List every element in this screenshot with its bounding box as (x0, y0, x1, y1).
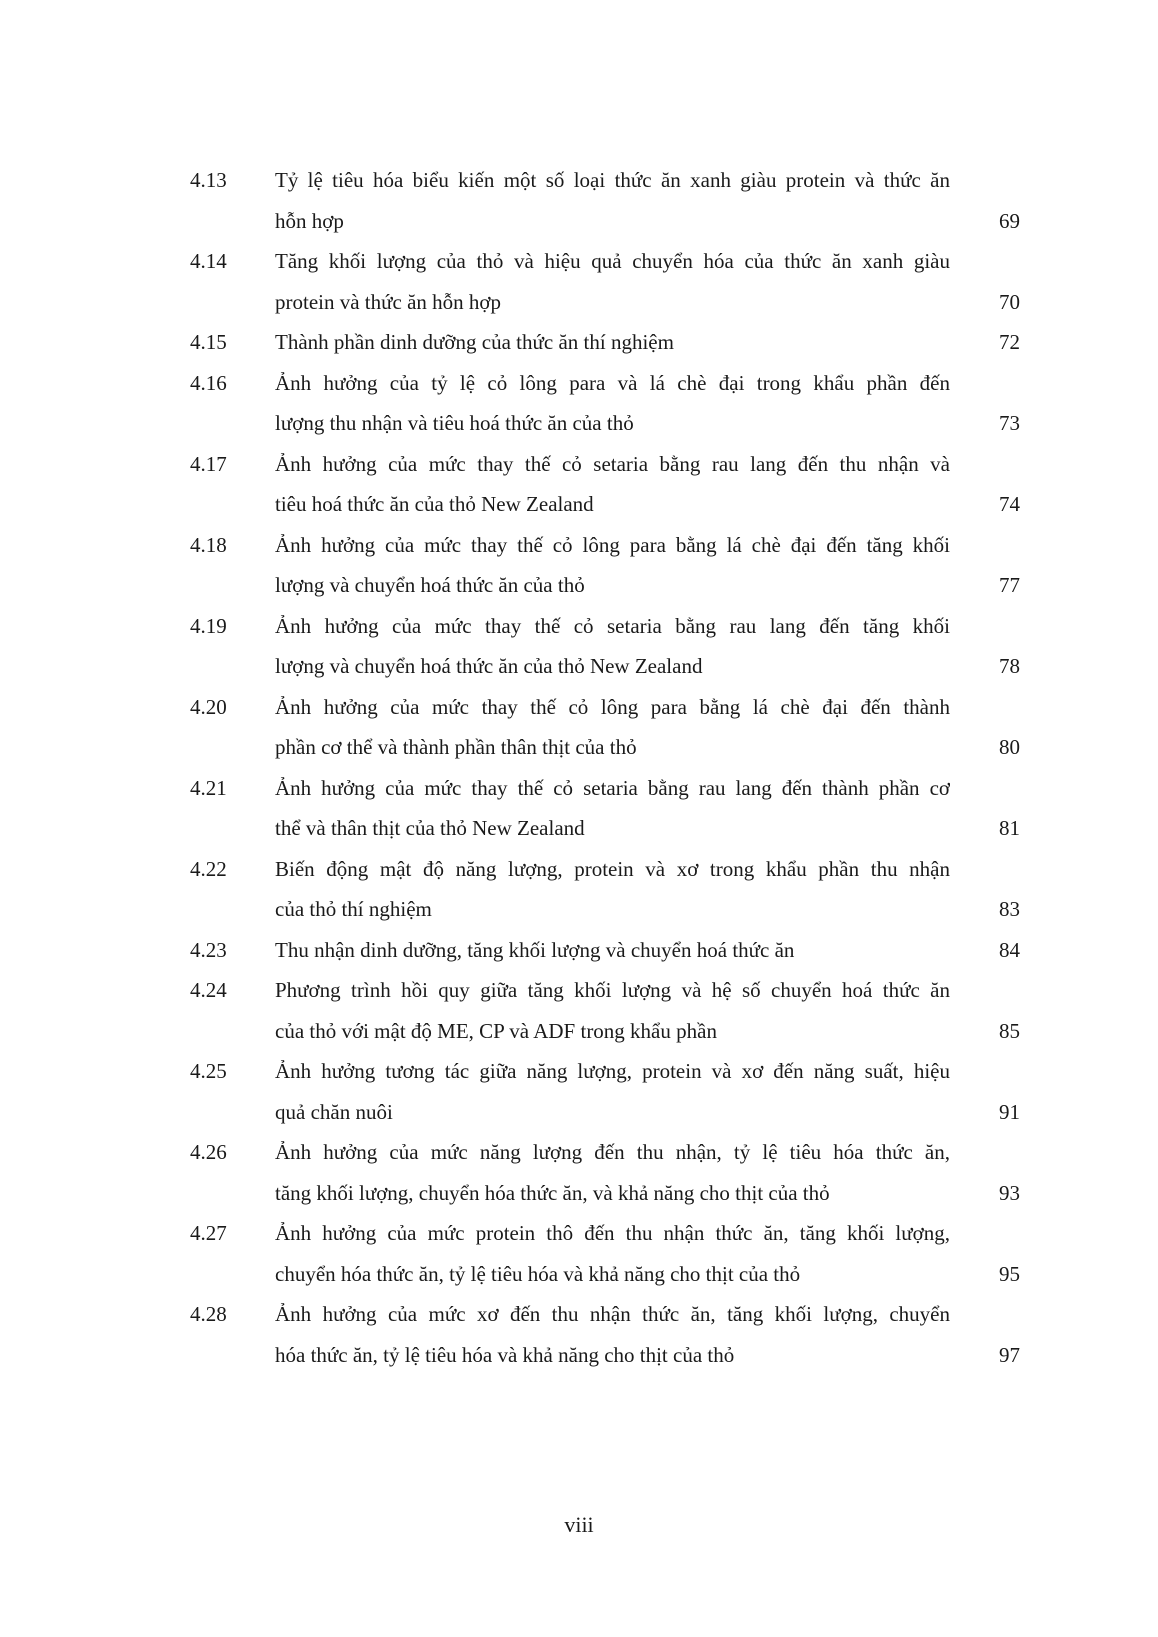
table-number: 4.24 (190, 978, 227, 1002)
page-ref: 83 (999, 897, 1020, 921)
caption-text: Thành phần dinh dưỡng của thức ăn thí nghiệm (275, 330, 674, 354)
caption-line (275, 727, 1020, 768)
caption-text: phần cơ thể và thành phần thân thịt của thỏ (275, 735, 637, 759)
caption-line (275, 930, 1020, 971)
table-number: 4.13 (190, 168, 227, 192)
table-caption (275, 849, 1020, 930)
table-caption (275, 1213, 1020, 1294)
caption-text: Ảnh hưởng của mức thay thế cỏ setaria bằng rau lang đến thành phần cơ (275, 775, 950, 800)
toc-entry (190, 930, 1020, 971)
caption-line (275, 403, 1020, 444)
page-ref: 81 (999, 816, 1020, 840)
caption-text: Biến động mật độ năng lượng, protein và xơ trong khẩu phần thu nhận (275, 856, 950, 881)
toc-entry (190, 970, 1020, 1051)
caption-text: Ảnh hưởng của mức xơ đến thu nhận thức ăn, tăng khối lượng, chuyển (275, 1302, 950, 1326)
caption-text: Tăng khối lượng của thỏ và hiệu quả chuyển hóa của thức ăn xanh giàu (275, 249, 950, 273)
table-caption (275, 1132, 1020, 1213)
page-ref: 84 (999, 937, 1020, 962)
caption-line (275, 889, 1020, 930)
caption-text: hỗn hợp (275, 208, 344, 233)
caption-text: Ảnh hưởng của mức protein thô đến thu nhận thức ăn, tăng khối lượng, (275, 1221, 950, 1245)
table-number: 4.15 (190, 330, 227, 354)
toc-entry (190, 525, 1020, 606)
caption-line (275, 282, 1020, 323)
caption-text: Ảnh hưởng của mức thay thế cỏ setaria bằng rau lang đến tăng khối (275, 613, 950, 638)
table-caption (275, 687, 1020, 768)
caption-text: Ảnh hưởng của mức thay thế cỏ lông para bằng lá chè đại đến thành (275, 694, 950, 719)
caption-text: thể và thân thịt của thỏ New Zealand (275, 816, 585, 840)
caption-line (275, 1132, 1020, 1173)
table-caption (275, 525, 1020, 606)
table-caption (275, 768, 1020, 849)
caption-line (275, 1335, 1020, 1376)
caption-text: quả chăn nuôi (275, 1099, 393, 1124)
caption-line (275, 363, 1020, 404)
table-number: 4.23 (190, 937, 227, 962)
caption-line (275, 160, 1020, 201)
table-caption (275, 241, 1020, 322)
table-caption (275, 930, 1020, 971)
caption-text: của thỏ thí nghiệm (275, 897, 432, 921)
page-ref: 72 (999, 330, 1020, 354)
page-number: viii (564, 1512, 594, 1537)
caption-text: protein và thức ăn hỗn hợp (275, 289, 502, 314)
toc-entry (190, 1213, 1020, 1294)
caption-text: Ảnh hưởng của mức thay thế cỏ setaria bằng rau lang đến thu nhận và (275, 451, 950, 476)
caption-text: Ảnh hưởng tương tác giữa năng lượng, protein và xơ đến năng suất, hiệu (275, 1059, 950, 1083)
table-caption (275, 1294, 1020, 1375)
caption-line (275, 1213, 1020, 1254)
caption-line (275, 687, 1020, 728)
table-number: 4.17 (190, 451, 227, 476)
page-ref: 97 (999, 1342, 1020, 1367)
table-number: 4.18 (190, 532, 227, 557)
caption-line (275, 484, 1020, 525)
caption-text: Ảnh hưởng của mức năng lượng đến thu nhận, tỷ lệ tiêu hóa thức ăn, (275, 1140, 950, 1164)
toc-entry (190, 160, 1020, 241)
table-caption (275, 160, 1020, 241)
table-number: 4.26 (190, 1140, 227, 1164)
toc-entry (190, 687, 1020, 768)
table-caption (275, 363, 1020, 444)
page-ref: 91 (999, 1099, 1020, 1124)
toc-entry (190, 1132, 1020, 1213)
page-ref: 70 (999, 289, 1020, 314)
caption-line (275, 1051, 1020, 1092)
caption-text: Phương trình hồi quy giữa tăng khối lượng và hệ số chuyển hoá thức ăn (275, 978, 950, 1002)
caption-line (275, 1173, 1020, 1214)
caption-line (275, 849, 1020, 890)
caption-line (275, 970, 1020, 1011)
caption-text: lượng và chuyển hoá thức ăn của thỏ (275, 573, 585, 597)
table-caption (275, 606, 1020, 687)
toc-entry (190, 1294, 1020, 1375)
table-caption (275, 322, 1020, 363)
table-caption (275, 970, 1020, 1051)
caption-line (275, 322, 1020, 363)
toc-entry (190, 363, 1020, 444)
table-caption (275, 1051, 1020, 1132)
table-number: 4.22 (190, 856, 227, 881)
table-number: 4.25 (190, 1059, 227, 1083)
caption-line (275, 606, 1020, 647)
toc-entry (190, 606, 1020, 687)
page-ref: 78 (999, 654, 1020, 678)
caption-line (275, 241, 1020, 282)
caption-line (275, 1011, 1020, 1052)
caption-line (275, 646, 1020, 687)
caption-line (275, 1254, 1020, 1295)
caption-line (275, 808, 1020, 849)
caption-line (275, 1294, 1020, 1335)
caption-text: chuyển hóa thức ăn, tỷ lệ tiêu hóa và khả năng cho thịt của thỏ (275, 1261, 801, 1286)
page-ref: 74 (999, 492, 1020, 516)
table-number: 4.14 (190, 249, 227, 273)
caption-text: Tỷ lệ tiêu hóa biểu kiến một số loại thức ăn xanh giàu protein và thức ăn (275, 168, 950, 192)
toc-entry (190, 768, 1020, 849)
caption-text: Ảnh hưởng của mức thay thế cỏ lông para bằng lá chè đại đến tăng khối (275, 532, 950, 557)
caption-text: của thỏ với mật độ ME, CP và ADF trong khẩu phần (275, 1018, 717, 1043)
table-number: 4.20 (190, 694, 227, 719)
caption-line (275, 768, 1020, 809)
caption-text: Ảnh hưởng của tỷ lệ cỏ lông para và lá chè đại trong khẩu phần đến (275, 370, 950, 395)
toc-entry (190, 322, 1020, 363)
page-ref: 85 (999, 1018, 1020, 1043)
caption-line (275, 444, 1020, 485)
page-ref: 80 (999, 735, 1020, 759)
page-ref: 77 (999, 573, 1020, 597)
page-ref: 73 (999, 411, 1020, 435)
caption-text: lượng và chuyển hoá thức ăn của thỏ New Zealand (275, 654, 703, 678)
caption-line (275, 201, 1020, 242)
caption-text: hóa thức ăn, tỷ lệ tiêu hóa và khả năng cho thịt của thỏ (275, 1342, 735, 1367)
table-number: 4.19 (190, 613, 227, 638)
table-number: 4.27 (190, 1221, 227, 1245)
toc-entry (190, 1051, 1020, 1132)
toc-entry (190, 444, 1020, 525)
table-number: 4.16 (190, 370, 227, 395)
table-number: 4.21 (190, 775, 227, 800)
table-caption (275, 444, 1020, 525)
table-number: 4.28 (190, 1302, 227, 1326)
caption-line (275, 1092, 1020, 1133)
caption-text: lượng thu nhận và tiêu hoá thức ăn của thỏ (275, 411, 634, 435)
toc-entry (190, 849, 1020, 930)
caption-line (275, 525, 1020, 566)
toc-entry (190, 241, 1020, 322)
caption-text: tăng khối lượng, chuyển hóa thức ăn, và khả năng cho thịt của thỏ (275, 1180, 830, 1205)
caption-text: tiêu hoá thức ăn của thỏ New Zealand (275, 492, 594, 516)
page-ref: 95 (999, 1261, 1020, 1286)
caption-line (275, 565, 1020, 606)
page-ref: 69 (999, 208, 1020, 233)
table-list (190, 160, 1020, 1375)
page-ref: 93 (999, 1180, 1020, 1205)
caption-text: Thu nhận dinh dưỡng, tăng khối lượng và chuyển hoá thức ăn (275, 937, 795, 962)
